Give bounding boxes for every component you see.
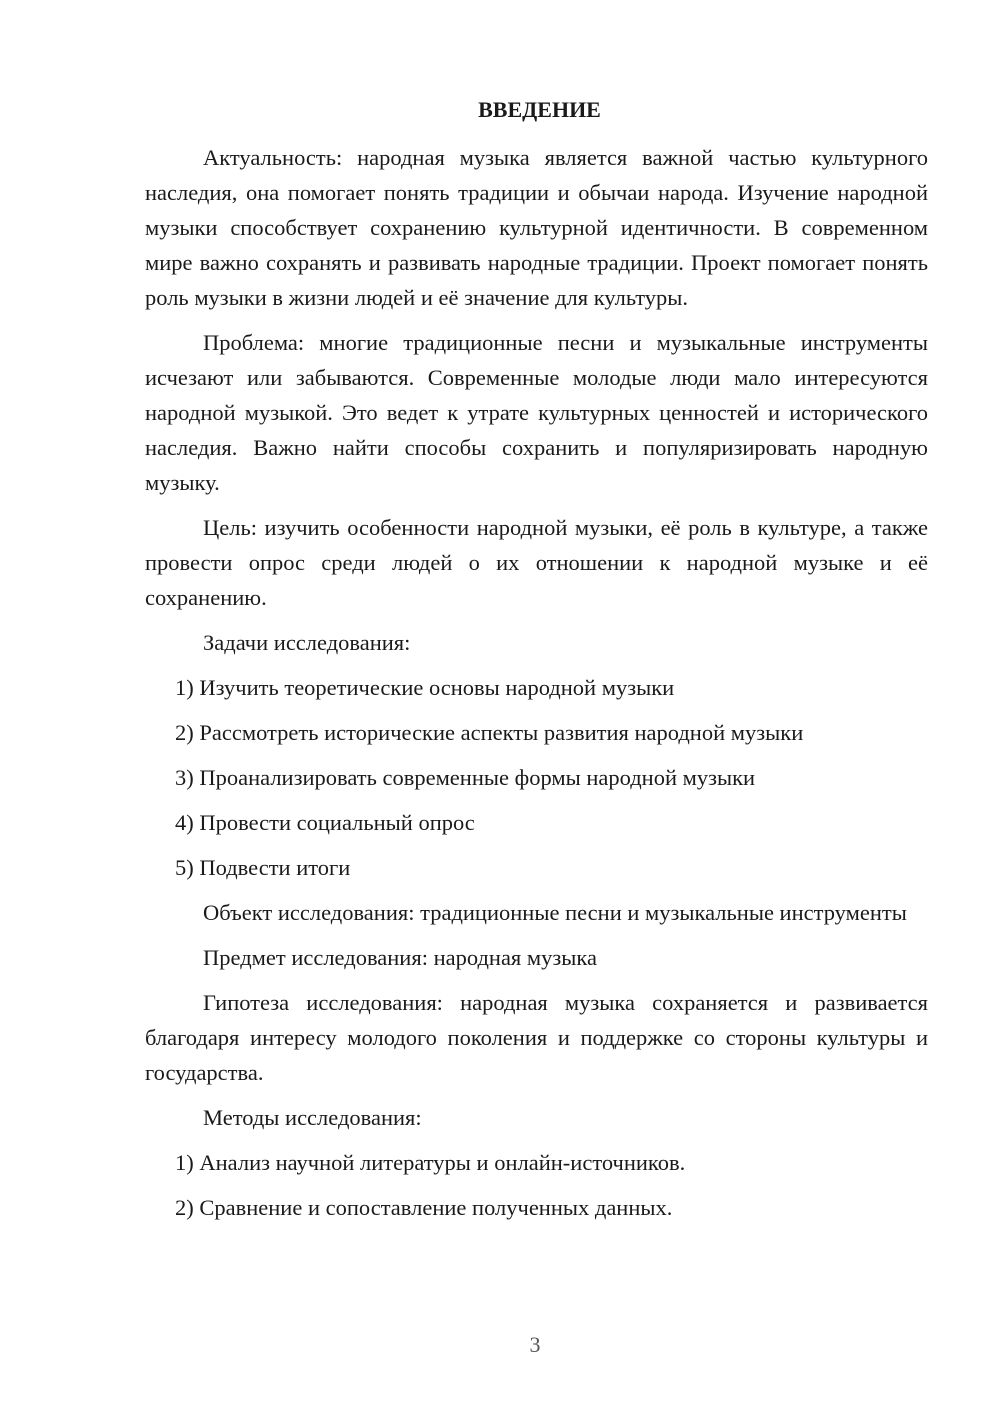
document-page [145,92,928,1235]
methods-heading: Методы исследования: [203,1105,422,1130]
tasks-heading: Задачи исследования: [203,630,411,655]
object-paragraph: Объект исследования: традиционные песни и музыкальные инструменты [203,900,907,925]
task-item: 5) Подвести итоги [175,855,351,880]
subject-paragraph: Предмет исследования: народная музыка [203,945,597,970]
relevance-paragraph: Актуальность: народная музыка является важной частью культурного наследия, она помогает понять традиции и обычаи народа. Изучение народной музыки способствует сохранению культурной идентичности. В современном мире важно сохранять и развивать народные традиции. Проект помогает понять роль музыки в жизни людей и её значение для культуры. [145,145,928,310]
hypothesis-paragraph: Гипотеза исследования: народная музыка сохраняется и развивается благодаря интересу молодого поколения и поддержке со стороны культуры и государства. [145,990,928,1085]
task-item: 3) Проанализировать современные формы народной музыки [175,765,756,790]
method-item: 1) Анализ научной литературы и онлайн-источников. [175,1150,686,1175]
problem-paragraph: Проблема: многие традиционные песни и музыкальные инструменты исчезают или забываются. Современные молодые люди мало интересуются народной музыкой. Это ведет к утрате культурных ценностей и исторического наследия. Важно найти способы сохранить и популяризировать народную музыку. [145,330,928,495]
page-title: ВВЕДЕНИЕ [478,97,601,122]
task-item: 2) Рассмотреть исторические аспекты развития народной музыки [175,720,804,745]
task-item: 1) Изучить теоретические основы народной музыки [175,675,675,700]
method-item: 2) Сравнение и сопоставление полученных данных. [175,1195,673,1220]
page-number: 3 [529,1332,541,1357]
task-item: 4) Провести социальный опрос [175,810,475,835]
goal-paragraph: Цель: изучить особенности народной музыки, её роль в культуре, а также провести опрос среди людей о их отношении к народной музыке и её сохранению. [145,515,928,610]
